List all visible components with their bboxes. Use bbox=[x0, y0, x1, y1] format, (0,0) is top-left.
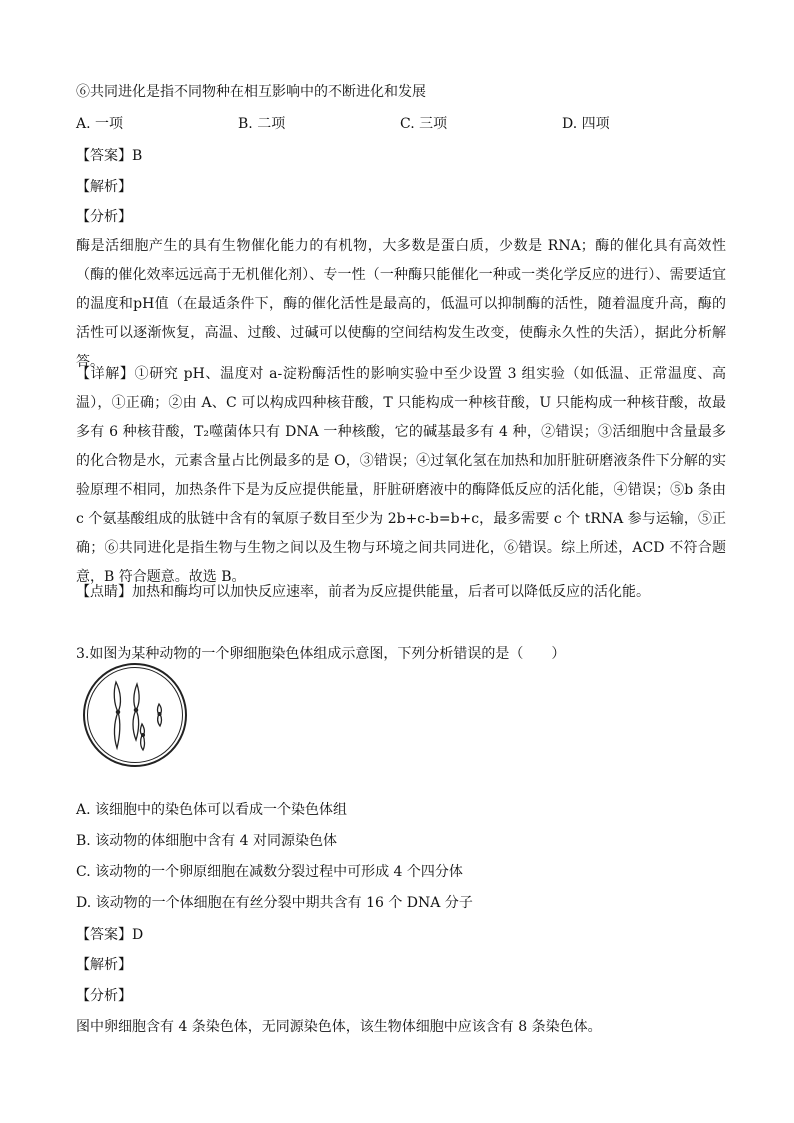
q3-jiexi-label: 【解析】 bbox=[76, 957, 132, 973]
q2-options bbox=[76, 114, 724, 134]
q3-answer: 【答案】D bbox=[76, 927, 144, 943]
chromosome-medium bbox=[141, 724, 145, 750]
q2-option-b: B. 二项 bbox=[238, 116, 286, 132]
q3-option-a: A. 该细胞中的染色体可以看成一个染色体组 bbox=[76, 802, 348, 818]
q3-option-b: B. 该动物的体细胞中含有 4 对同源染色体 bbox=[76, 833, 337, 849]
q2-dianjing: 【点睛】加热和酶均可以加快反应速率，前者为反应提供能量，后者可以降低反应的活化能。 bbox=[76, 584, 650, 600]
q2-statement-6: ⑥共同进化是指不同物种在相互影响中的不断进化和发展 bbox=[76, 84, 426, 100]
q3-stem: 3.如图为某种动物的一个卵细胞染色体组成示意图，下列分析错误的是（ ） bbox=[76, 646, 566, 662]
q2-detail-text: 【详解】①研究 pH、温度对 a-淀粉酶活性的影响实验中至少设置 3 组实验（如低温、正常温度、高温），①正确；②由 A、C 可以构成四种核苷酸，T 只能构成一种核苷酸，U 只能构成一种核苷酸，故最多有 6 种核苷酸，T₂噬菌体只有 DNA 一种核酸，它的碱基最多有 4 种，②错误；③活细胞中含量最多的化合物是水，元素含量占比例最多的是 O，③错误；④过氧化氢在加热和加肝脏研磨液条件下分解的实验原理不相同，加热条件下是为反应提供能量，肝脏研磨液中的酶降低反应的活化能，④错误；⑤b 条由 c 个氨基酸组成的肽链中含有的氧原子数目至少为 2b+c-b=b+c，最多需要 c 个 tRNA 参与运输，⑤正确；⑥共同进化是指生物与生物之间以及生物与环境之间共同进化，⑥错误。综上所述，ACD 不符合题意，B 符合题意。故选 B。 bbox=[76, 366, 726, 585]
chromosome-long-2 bbox=[133, 684, 139, 740]
q3-analysis-text: 图中卵细胞含有 4 条染色体，无同源染色体，该生物体细胞中应该含有 8 条染色体。 bbox=[76, 1019, 602, 1035]
q2-option-c: C. 三项 bbox=[400, 116, 448, 132]
q3-option-d: D. 该动物的一个体细胞在有丝分裂中期共含有 16 个 DNA 分子 bbox=[76, 895, 473, 911]
chromosome-short bbox=[158, 704, 162, 726]
egg-cell-chromosome-figure bbox=[82, 662, 188, 768]
q3-fenxi-label: 【分析】 bbox=[76, 988, 132, 1004]
q2-jiexi-label: 【解析】 bbox=[76, 179, 132, 195]
q2-fenxi-label: 【分析】 bbox=[76, 209, 132, 225]
q2-option-d: D. 四项 bbox=[562, 116, 610, 132]
chromosome-long-1 bbox=[114, 682, 120, 748]
q2-option-a: A. 一项 bbox=[76, 116, 124, 132]
q2-answer: 【答案】B bbox=[76, 148, 143, 164]
q2-analysis-text: 酶是活细胞产生的具有生物催化能力的有机物，大多数是蛋白质，少数是 RNA；酶的催化具有高效性（酶的催化效率远远高于无机催化剂）、专一性（一种酶只能催化一种或一类化学反应的进行）、需要适宜的温度和pH值（在最适条件下，酶的催化活性是最高的，低温可以抑制酶的活性，随着温度升高，酶的活性可以逐渐恢复，高温、过酸、过碱可以使酶的空间结构发生改变，使酶永久性的失活），据此分析解答。 bbox=[76, 238, 726, 370]
q3-option-c: C. 该动物的一个卵原细胞在减数分裂过程中可形成 4 个四分体 bbox=[76, 864, 463, 880]
